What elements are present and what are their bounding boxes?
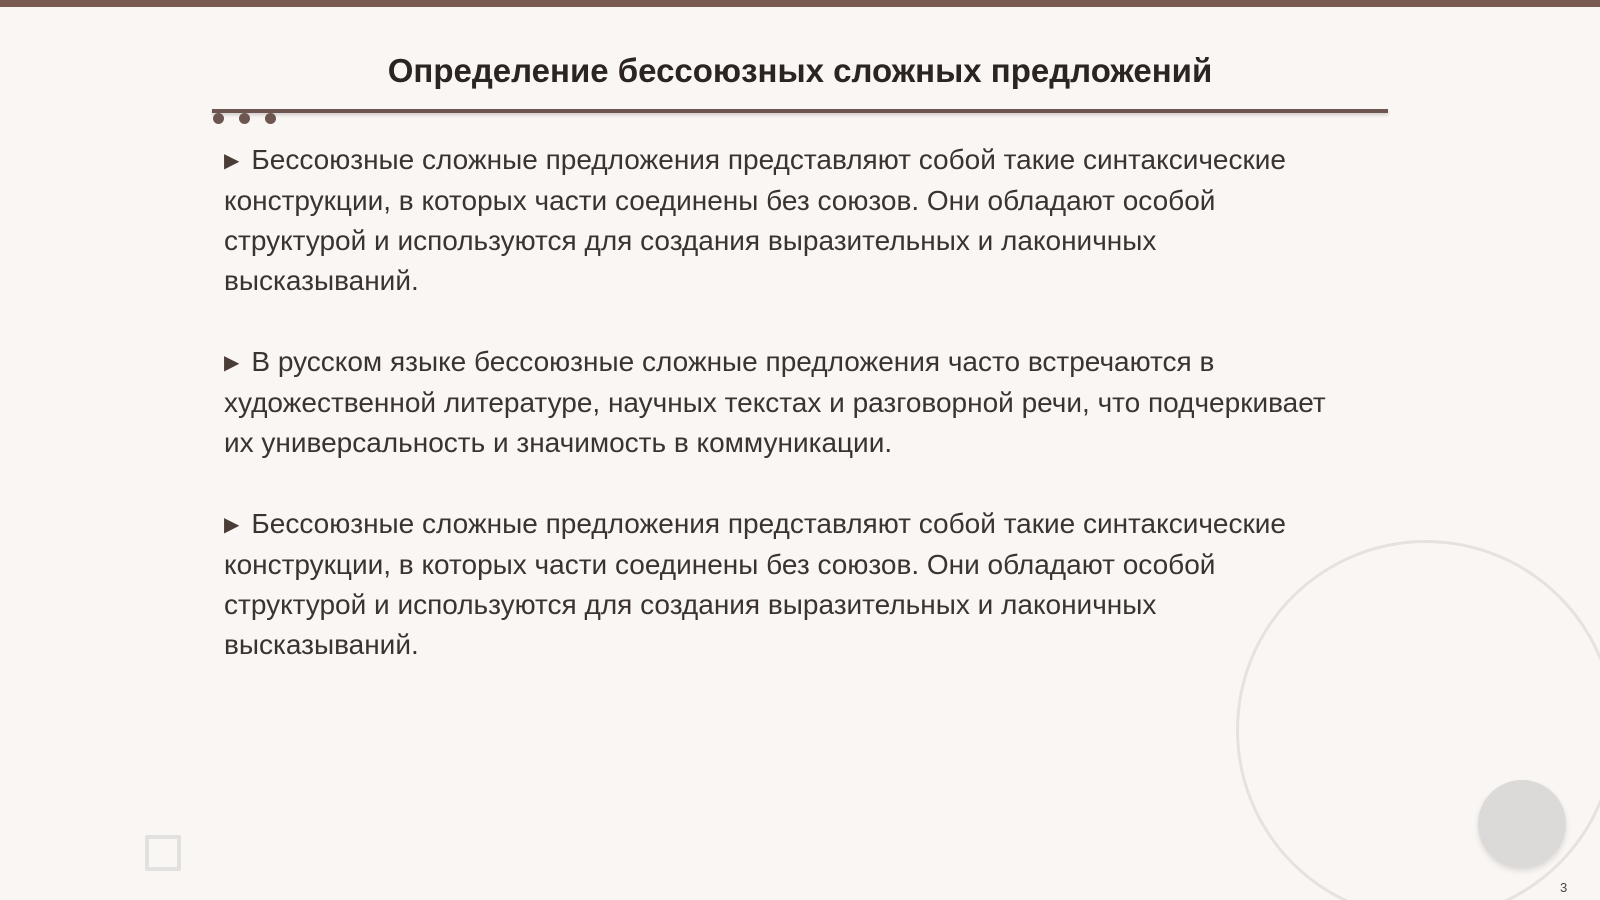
triangle-bullet-icon: ▶	[224, 514, 240, 536]
page-number: 3	[1560, 880, 1568, 895]
top-accent-bar	[0, 0, 1600, 7]
paragraph-text: В русском языке бессоюзные сложные предложения часто встречаются в художественной литературе, научных текстах и разговорной речи, что подчеркивает их универсальность и значимость в коммуникации.	[224, 346, 1326, 458]
slide-title: Определение бессоюзных сложных предложений	[387, 52, 1213, 89]
bullet-paragraph	[224, 342, 1334, 463]
paragraph-text: Бессоюзные сложные предложения представляют собой такие синтаксические конструкции, в которых части соединены без союзов. Они обладают особой структурой и используются для создания выразительных и лаконичных высказываний.	[224, 508, 1286, 660]
triangle-bullet-icon: ▶	[224, 150, 240, 172]
decor-dot	[239, 113, 250, 124]
decor-dot	[265, 113, 276, 124]
decor-square	[145, 835, 181, 871]
bullet-list	[224, 140, 1334, 706]
bullet-paragraph	[224, 504, 1334, 665]
decor-dot	[213, 113, 224, 124]
decor-disc	[1478, 780, 1566, 868]
paragraph-text: Бессоюзные сложные предложения представляют собой такие синтаксические конструкции, в которых части соединены без союзов. Они обладают особой структурой и используются для создания выразительных и лаконичных высказываний.	[224, 144, 1286, 296]
triangle-bullet-icon: ▶	[224, 352, 240, 374]
title-underline	[212, 109, 1388, 113]
bullet-paragraph	[224, 140, 1334, 301]
